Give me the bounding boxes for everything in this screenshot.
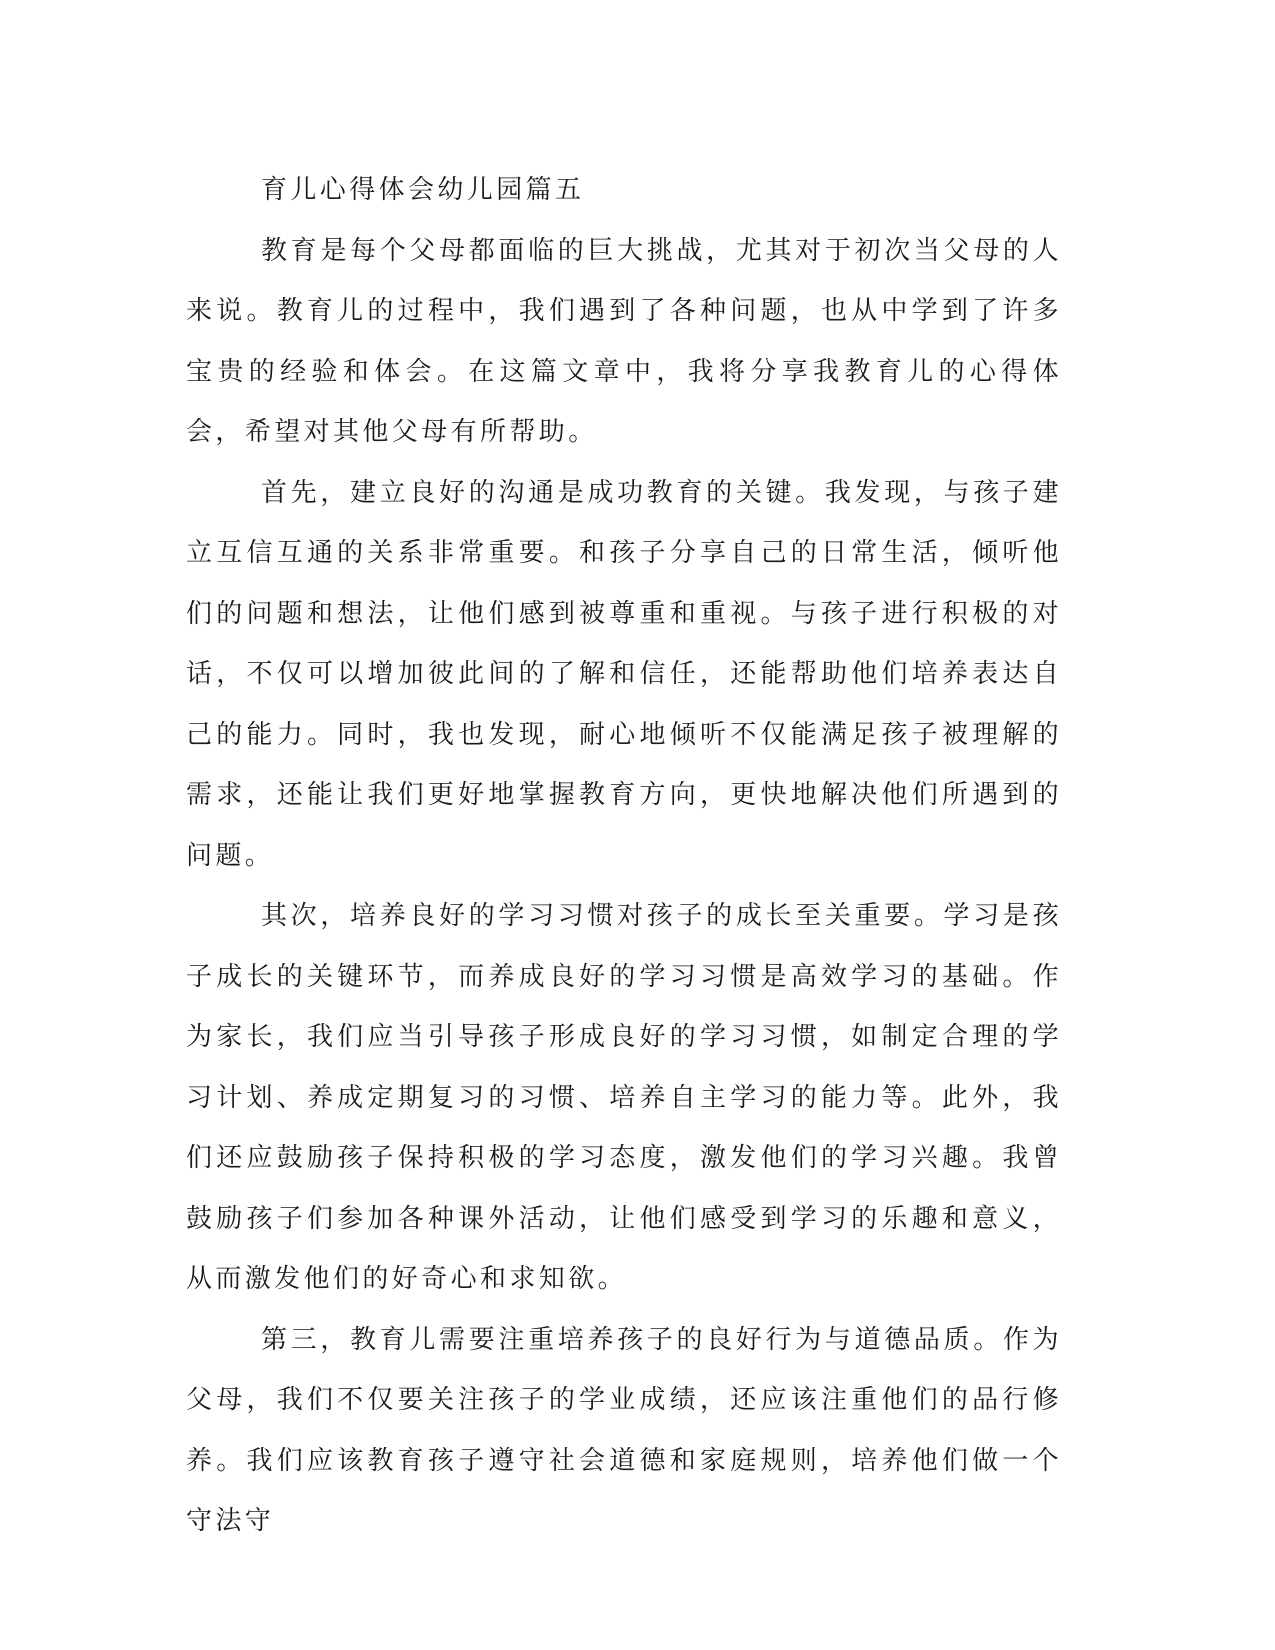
paragraph-communication: 首先，建立良好的沟通是成功教育的关键。我发现，与孩子建立互信互通的关系非常重要。和孩子分享自己的日常生活，倾听他们的问题和想法，让他们感到被尊重和重视。与孩子进行积极的对话，不仅可以增加彼此间的了解和信任，还能帮助他们培养表达自己的能力。同时，我也发现，耐心地倾听不仅能满足孩子被理解的需求，还能让我们更好地掌握教育方向，更快地解决他们所遇到的问题。	[186, 477, 1062, 871]
paragraph-study-habits: 其次，培养良好的学习习惯对孩子的成长至关重要。学习是孩子成长的关键环节，而养成良好的学习习惯是高效学习的基础。作为家长，我们应当引导孩子形成良好的学习习惯，如制定合理的学习计划、养成定期复习的习惯、培养自主学习的能力等。此外，我们还应鼓励孩子保持积极的学习态度，激发他们的学习兴趣。我曾鼓励孩子们参加各种课外活动，让他们感受到学习的乐趣和意义，从而激发他们的好奇心和求知欲。	[186, 901, 1062, 1294]
document-title: 育儿心得体会幼儿园篇五	[261, 175, 585, 205]
document-body	[186, 160, 1062, 1552]
paragraph-moral-character: 第三，教育儿需要注重培养孩子的良好行为与道德品质。作为父母，我们不仅要关注孩子的学业成绩，还应该注重他们的品行修养。我们应该教育孩子遵守社会道德和家庭规则，培养他们做一个守法守	[186, 1324, 1062, 1536]
paragraph-intro: 教育是每个父母都面临的巨大挑战，尤其对于初次当父母的人来说。教育儿的过程中，我们遇到了各种问题，也从中学到了许多宝贵的经验和体会。在这篇文章中，我将分享我教育儿的心得体会，希望对其他父母有所帮助。	[186, 235, 1062, 447]
